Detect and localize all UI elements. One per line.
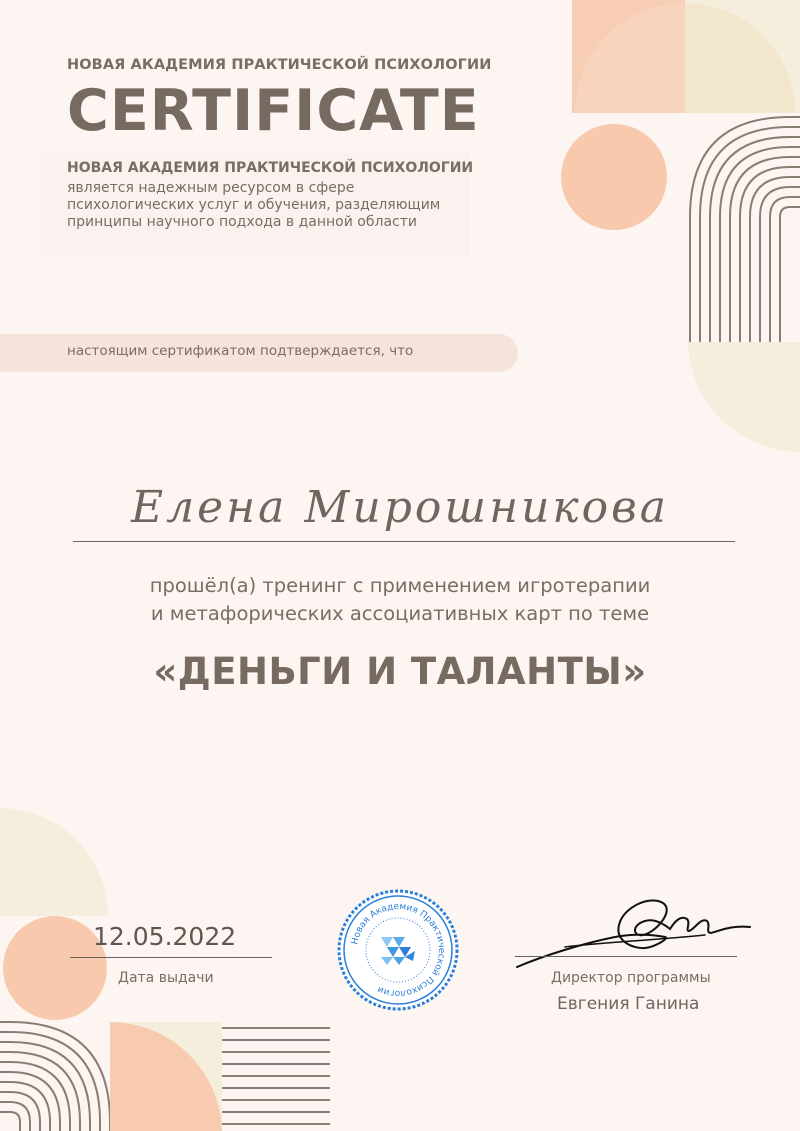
peach-circle bbox=[561, 124, 667, 230]
seal-stamp bbox=[337, 889, 459, 1011]
intro-organization: НОВАЯ АКАДЕМИЯ ПРАКТИЧЕСКОЙ ПСИХОЛОГИИ bbox=[67, 160, 474, 176]
intro-line: психологических услуг и обучения, разделяющим bbox=[67, 197, 441, 213]
recipient-underline bbox=[73, 541, 735, 542]
issue-date: 12.05.2022 bbox=[93, 922, 237, 951]
decorative-shapes-bottom-left bbox=[0, 800, 340, 1131]
director-signature bbox=[505, 885, 755, 975]
horizontal-lines bbox=[222, 1028, 330, 1124]
arc-lines bbox=[0, 1022, 110, 1131]
intro-description bbox=[67, 180, 487, 231]
organization-name: НОВАЯ АКАДЕМИЯ ПРАКТИЧЕСКОЙ ПСИХОЛОГИИ bbox=[67, 57, 492, 73]
course-description bbox=[0, 572, 800, 628]
seal-text: Новая Академия Практической Психологии bbox=[350, 901, 447, 999]
course-line: прошёл(а) тренинг с применением игротерапии bbox=[149, 574, 651, 597]
date-underline bbox=[70, 957, 272, 958]
recipient-name: Елена Мирошникова bbox=[130, 482, 670, 533]
director-name: Евгения Ганина bbox=[557, 994, 700, 1014]
arc-lines bbox=[690, 117, 800, 345]
decorative-shapes-top-right bbox=[545, 0, 800, 460]
course-topic: «ДЕНЬГИ И ТАЛАНТЫ» bbox=[153, 650, 647, 693]
course-line: и метафорических ассоциативных карт по теме bbox=[150, 602, 650, 625]
certificate-title: CERTIFICATE bbox=[67, 78, 480, 144]
peach-circle bbox=[3, 916, 107, 1020]
signature-underline bbox=[515, 956, 737, 957]
cream-half-circle bbox=[688, 342, 800, 452]
issue-date-label: Дата выдачи bbox=[118, 970, 214, 986]
intro-line: является надежным ресурсом в сфере bbox=[67, 180, 355, 196]
confirmation-text: настоящим сертификатом подтверждается, что bbox=[67, 343, 414, 359]
director-title: Директор программы bbox=[551, 970, 711, 986]
intro-line: принципы научного подхода в данной области bbox=[67, 214, 417, 230]
cream-quarter-circle bbox=[0, 808, 108, 916]
